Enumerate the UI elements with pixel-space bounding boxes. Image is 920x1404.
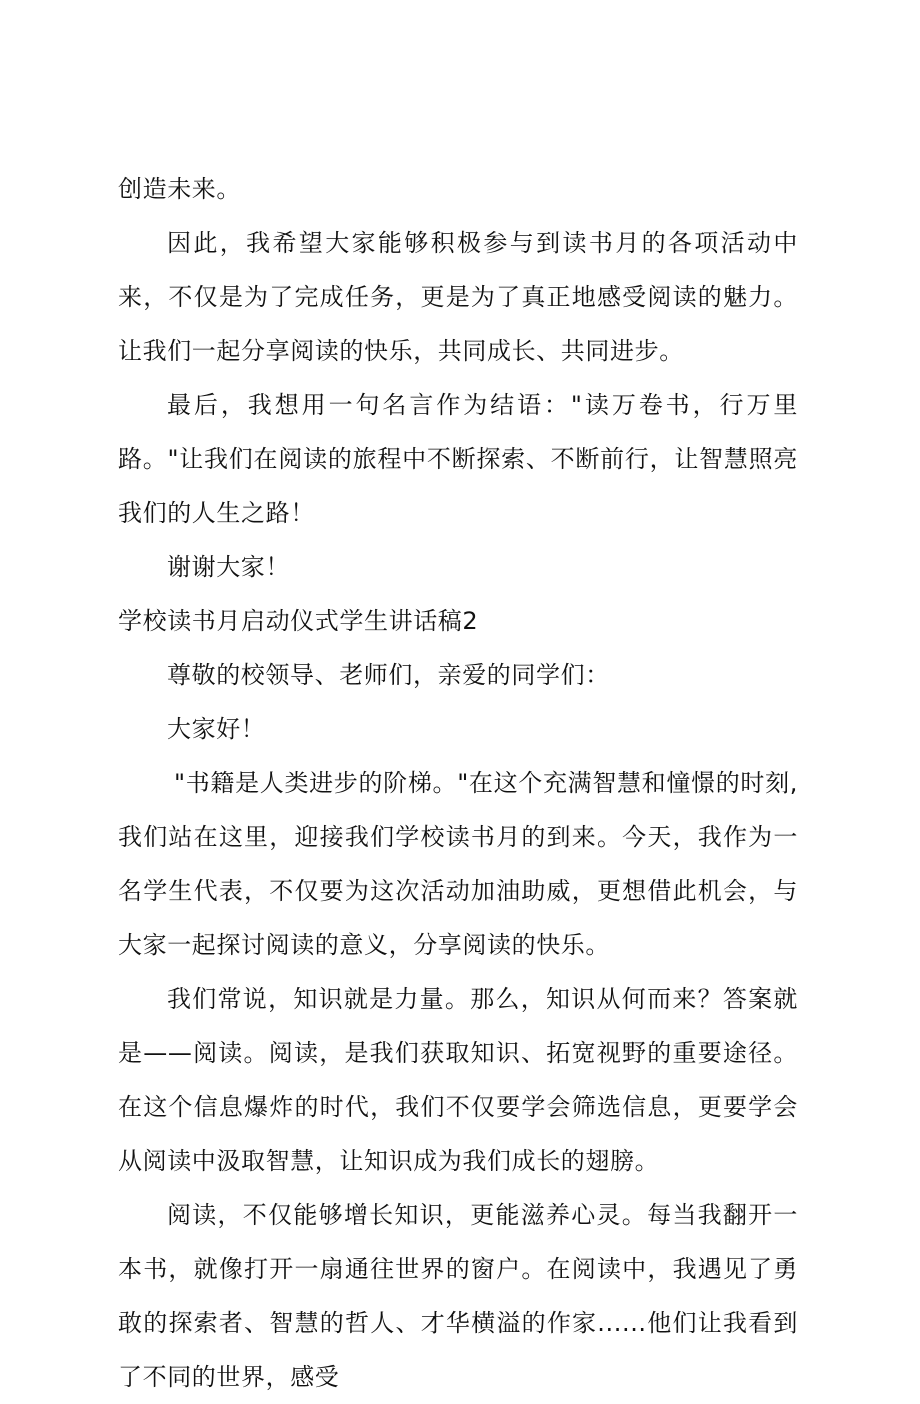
paragraph-knowledge: 我们常说，知识就是力量。那么，知识从何而来？答案就是——阅读。阅读，是我们获取知识、拓宽视野的重要途径。在这个信息爆炸的时代，我们不仅要学会筛选信息，更要学会从阅读中汲取智慧，让知识成为我们成长的翅膀。 <box>118 985 798 1175</box>
salutation: 尊敬的校领导、老师们，亲爱的同学们： <box>167 661 610 689</box>
paragraph-nourish: 阅读，不仅能够增长知识，更能滋养心灵。每当我翻开一本书，就像打开一扇通往世界的窗户。在阅读中，我遇见了勇敢的探索者、智慧的哲人、才华横溢的作家......他们让我看到了不同的世界，感受 <box>118 1201 798 1391</box>
paragraph-participation: 因此，我希望大家能够积极参与到读书月的各项活动中来，不仅是为了完成任务，更是为了真正地感受阅读的魅力。让我们一起分享阅读的快乐，共同成长、共同进步。 <box>118 229 798 365</box>
paragraph-continuation: 创造未来。 <box>118 175 241 203</box>
paragraph-thanks: 谢谢大家！ <box>167 553 290 581</box>
paragraph-closing-quote: 最后，我想用一句名言作为结语："读万卷书，行万里路。"让我们在阅读的旅程中不断探索、不断前行，让智慧照亮我们的人生之路！ <box>118 391 798 527</box>
paragraph-opening: "书籍是人类进步的阶梯。"在这个充满智慧和憧憬的时刻,我们站在这里，迎接我们学校读书月的到来。今天，我作为一名学生代表，不仅要为这次活动加油助威，更想借此机会，与大家一起探讨阅读的意义，分享阅读的快乐。 <box>118 769 798 959</box>
greeting: 大家好！ <box>167 715 266 743</box>
document-body <box>118 162 798 1404</box>
speech-title: 学校读书月启动仪式学生讲话稿2 <box>118 607 479 635</box>
